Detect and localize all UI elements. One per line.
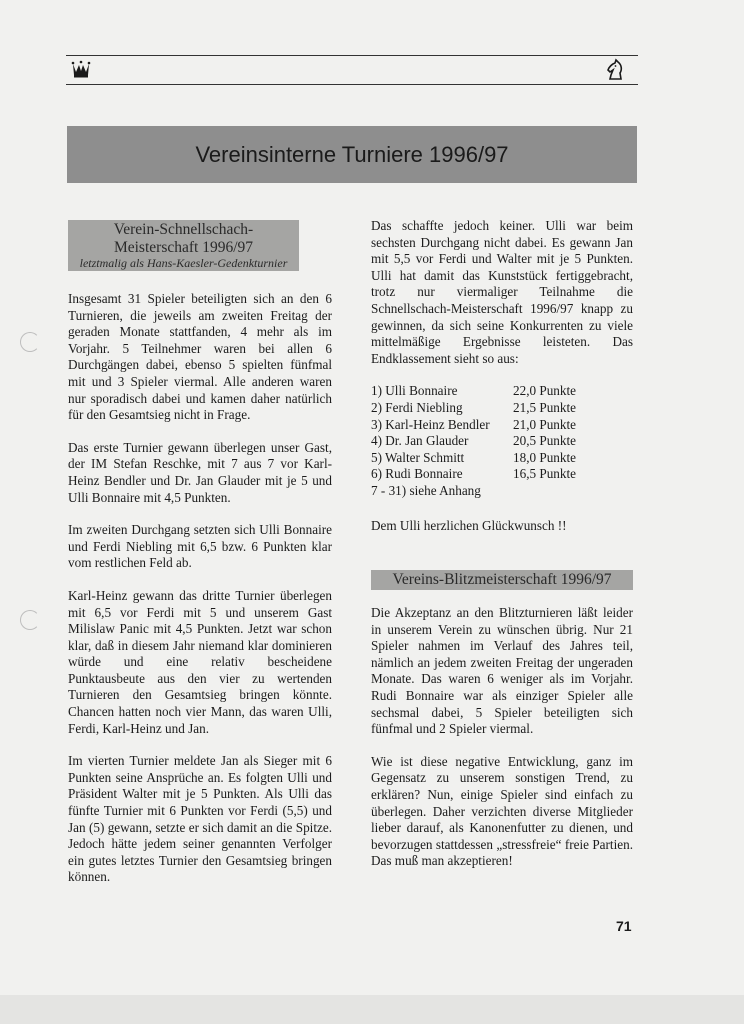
table-row [371, 433, 576, 450]
page-bottom-edge [0, 995, 744, 1024]
section-subtitle: letztmalig als Hans-Kaesler-Gedenkturnier [79, 255, 288, 270]
standings-name: 3) Karl-Heinz Bendler [371, 416, 490, 432]
standings-name: 1) Ulli Bonnaire [371, 383, 458, 399]
paragraph: Wie ist diese negative Entwicklung, ganz im Gegensatz zu unserem sonstigen Trend, zu erklären? Nun, einige Spieler sind einfach zu überlegen. Daher verzichten diverse Mitglieder lieber darauf, als Kanonenfutter zu dienen, und bevorzugen stattdessen „stressfreie“ freie Partien. Das muß man akzeptieren! [371, 753, 633, 869]
congratulations: Dem Ulli herzlichen Glückwunsch !! [371, 517, 567, 533]
page-number: 71 [616, 918, 632, 934]
section-heading-blitz [371, 570, 633, 590]
table-row [371, 450, 576, 467]
section-title-line1: Verein-Schnellschach- [113, 221, 254, 238]
paragraph: Insgesamt 31 Spieler beteiligten sich an den 6 Turnieren, die jeweils am zweiten Freitag der geraden Monate stattfanden, 4 mehr als im Vorjahr. 5 Teilnehmer waren bei allen 6 Durchgängen dabei, ebenso 5 spielten fünfmal mit und 3 Spieler viermal. Alle anderen waren nur sporadisch dabei und kamen daher natürlich für den Gesamtsieg nicht in Frage. [68, 291, 332, 423]
table-row [371, 466, 576, 483]
right-column-text [371, 218, 633, 550]
standings-points: 18,0 Punkte [513, 449, 577, 465]
section-heading-schnellschach [68, 220, 299, 271]
punch-hole-mark [20, 332, 40, 352]
standings-name: 7 - 31) siehe Anhang [371, 482, 481, 498]
page-banner [67, 126, 637, 183]
standings-table [371, 383, 576, 499]
standings-name: 6) Rudi Bonnaire [371, 466, 463, 482]
banner-title: Vereinsinterne Turniere 1996/97 [195, 141, 509, 167]
left-column-text [68, 291, 332, 902]
paragraph: Das erste Turnier gewann überlegen unser Gast, der IM Stefan Reschke, mit 7 aus 7 vor Karl-Heinz Bendler und Dr. Jan Glauder mit je 5 und Ulli Bonnaire mit 4,5 Punkten. [68, 439, 332, 505]
standings-name: 2) Ferdi Niebling [371, 399, 463, 415]
punch-hole-mark [20, 610, 40, 630]
standings-points: 16,5 Punkte [513, 466, 577, 482]
standings-points: 20,5 Punkte [513, 433, 577, 449]
crown-icon [70, 58, 92, 80]
section-title-blitz: Vereins-Blitzmeisterschaft 1996/97 [392, 571, 612, 588]
section-title-line2: Meisterschaft 1996/97 [113, 239, 254, 257]
paragraph: Die Akzeptanz an den Blitzturnieren läßt leider in unserem Verein zu wünschen übrig. Nur 21 Spieler nahmen im Verlauf des Jahres teil, nämlich an jedem zweiten Freitag der ungeraden Monate. Das waren 6 weniger als im Vorjahr. Rudi Bonnaire war als einziger Spieler alle sechsmal dabei, 5 Spieler beteiligten sich fünfmal und 2 Spieler viermal. [371, 605, 633, 737]
standings-name: 4) Dr. Jan Glauder [371, 433, 469, 449]
paragraph: Im vierten Turnier meldete Jan als Sieger mit 6 Punkten seine Ansprüche an. Es folgten Ulli und Präsident Walter mit je 5 Punkten. Als Ulli das fünfte Turnier mit 6 Punkten vor Ferdi (5,5) und Jan (5) gewann, setzte er sich damit an die Spitze. Jedoch hätte jedem seiner genannten Verfolger ein gutes letztes Turnier den Gesamtsieg bringen können. [68, 753, 332, 885]
standings-points: 22,0 Punkte [513, 383, 577, 399]
blitz-column-text [371, 605, 633, 886]
standings-points: 21,5 Punkte [513, 399, 577, 415]
table-row [371, 483, 576, 500]
standings-name: 5) Walter Schmitt [371, 449, 465, 465]
paragraph: Im zweiten Durchgang setzten sich Ulli Bonnaire und Ferdi Niebling mit 6,5 bzw. 6 Punkten klar vom restlichen Feld ab. [68, 522, 332, 571]
table-row [371, 383, 576, 400]
header-rule-bottom [66, 84, 638, 85]
knight-icon [603, 58, 627, 82]
paragraph: Karl-Heinz gewann das dritte Turnier überlegen mit 6,5 vor Ferdi mit 5 und unserem Gast Milislaw Panic mit 4,5 Punkten. Jetzt war schon klar, daß in diesem Jahr niemand klar dominieren würde und eine relativ bescheidene Punktausbeute aus den vier zu wertenden Turnieren den Gesamtsieg bringen könnte. Chancen hatten noch vier Mann, das waren Ulli, Ferdi, Karl-Heinz und Jan. [68, 587, 332, 736]
standings-points [513, 483, 576, 500]
header-rule-top [66, 55, 638, 56]
paragraph: Das schaffte jedoch keiner. Ulli war beim sechsten Durchgang nicht dabei. Es gewann Jan mit 5,5 vor Ferdi und Walter mit je 5 Punkten. Ulli hat damit das Kunststück fertiggebracht, trotz nur viermaliger Teilnahme die Schnellschach-Meisterschaft 1996/97 knapp zu gewinnen, da sich seine Konkurrenten zu viele mittelmäßige Ergebnisse leisteten. Das Endklassement sieht so aus: [371, 218, 633, 366]
standings-points: 21,0 Punkte [513, 416, 577, 432]
table-row [371, 400, 576, 417]
table-row [371, 417, 576, 434]
